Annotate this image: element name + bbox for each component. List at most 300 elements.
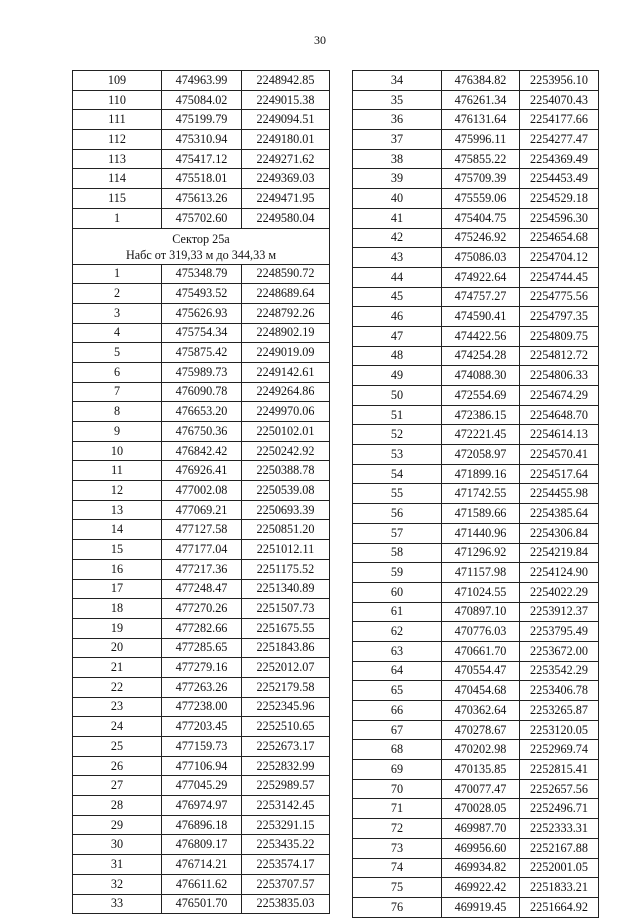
x-coordinate-cell: 475518.01 [162, 169, 242, 189]
point-number-cell: 55 [353, 484, 442, 504]
x-coordinate-cell: 472386.15 [442, 405, 520, 425]
y-coordinate-cell: 2252333.31 [520, 819, 599, 839]
table-row [73, 110, 330, 130]
x-coordinate-cell: 469919.45 [442, 897, 520, 917]
y-coordinate-cell: 2253707.57 [242, 874, 330, 894]
y-coordinate-cell: 2254812.72 [520, 346, 599, 366]
x-coordinate-cell: 475348.79 [162, 264, 242, 284]
x-coordinate-cell: 470776.03 [442, 622, 520, 642]
point-number-cell: 24 [73, 717, 162, 737]
point-number-cell: 67 [353, 720, 442, 740]
point-number-cell: 47 [353, 326, 442, 346]
table-row [73, 303, 330, 323]
x-coordinate-cell: 477217.36 [162, 559, 242, 579]
y-coordinate-cell: 2248902.19 [242, 323, 330, 343]
point-number-cell: 7 [73, 382, 162, 402]
x-coordinate-cell: 469922.42 [442, 878, 520, 898]
x-coordinate-cell: 476750.36 [162, 422, 242, 442]
point-number-cell: 62 [353, 622, 442, 642]
table-row [353, 307, 599, 327]
table-row [73, 894, 330, 914]
y-coordinate-cell: 2252969.74 [520, 740, 599, 760]
point-number-cell: 13 [73, 500, 162, 520]
x-coordinate-cell: 476131.64 [442, 110, 520, 130]
y-coordinate-cell: 2249271.62 [242, 149, 330, 169]
y-coordinate-cell: 2254517.64 [520, 464, 599, 484]
x-coordinate-cell: 474088.30 [442, 366, 520, 386]
table-row [353, 366, 599, 386]
table-row [353, 71, 599, 91]
x-coordinate-cell: 476926.41 [162, 461, 242, 481]
y-coordinate-cell: 2252815.41 [520, 760, 599, 780]
section-header [73, 228, 330, 264]
point-number-cell: 64 [353, 661, 442, 681]
y-coordinate-cell: 2254453.49 [520, 169, 599, 189]
table-row [73, 481, 330, 501]
point-number-cell: 17 [73, 579, 162, 599]
table-row [353, 582, 599, 602]
x-coordinate-cell: 477279.16 [162, 658, 242, 678]
point-number-cell: 113 [73, 149, 162, 169]
y-coordinate-cell: 2253956.10 [520, 71, 599, 91]
x-coordinate-cell: 475084.02 [162, 90, 242, 110]
point-number-cell: 59 [353, 563, 442, 583]
point-number-cell: 38 [353, 149, 442, 169]
y-coordinate-cell: 2251843.86 [242, 638, 330, 658]
point-number-cell: 5 [73, 343, 162, 363]
table-row [73, 441, 330, 461]
x-coordinate-cell: 475855.22 [442, 149, 520, 169]
y-coordinate-cell: 2254775.56 [520, 287, 599, 307]
y-coordinate-cell: 2254369.49 [520, 149, 599, 169]
x-coordinate-cell: 469934.82 [442, 858, 520, 878]
x-coordinate-cell: 477285.65 [162, 638, 242, 658]
y-coordinate-cell: 2251340.89 [242, 579, 330, 599]
point-number-cell: 29 [73, 815, 162, 835]
x-coordinate-cell: 474922.64 [442, 267, 520, 287]
x-coordinate-cell: 470278.67 [442, 720, 520, 740]
table-row [353, 779, 599, 799]
coordinates-table-left [72, 70, 330, 914]
table-row [353, 602, 599, 622]
table-row [73, 638, 330, 658]
table-row [73, 461, 330, 481]
point-number-cell: 45 [353, 287, 442, 307]
point-number-cell: 48 [353, 346, 442, 366]
y-coordinate-cell: 2253265.87 [520, 701, 599, 721]
point-number-cell: 57 [353, 523, 442, 543]
y-coordinate-cell: 2254124.90 [520, 563, 599, 583]
point-number-cell: 31 [73, 855, 162, 875]
point-number-cell: 72 [353, 819, 442, 839]
y-coordinate-cell: 2253672.00 [520, 641, 599, 661]
table-row [73, 382, 330, 402]
table-row [353, 681, 599, 701]
y-coordinate-cell: 2254674.29 [520, 386, 599, 406]
table-row [73, 189, 330, 209]
x-coordinate-cell: 475702.60 [162, 208, 242, 228]
table-row [353, 897, 599, 917]
point-number-cell: 114 [73, 169, 162, 189]
table-row [73, 264, 330, 284]
table-row [353, 701, 599, 721]
y-coordinate-cell: 2252167.88 [520, 838, 599, 858]
x-coordinate-cell: 470077.47 [442, 779, 520, 799]
point-number-cell: 69 [353, 760, 442, 780]
point-number-cell: 12 [73, 481, 162, 501]
y-coordinate-cell: 2250242.92 [242, 441, 330, 461]
table-row [353, 760, 599, 780]
x-coordinate-cell: 476090.78 [162, 382, 242, 402]
point-number-cell: 65 [353, 681, 442, 701]
table-row [73, 658, 330, 678]
x-coordinate-cell: 470661.70 [442, 641, 520, 661]
y-coordinate-cell: 2252001.05 [520, 858, 599, 878]
point-number-cell: 16 [73, 559, 162, 579]
y-coordinate-cell: 2251675.55 [242, 618, 330, 638]
table-row [73, 835, 330, 855]
x-coordinate-cell: 474963.99 [162, 71, 242, 91]
point-number-cell: 1 [73, 264, 162, 284]
table-row [353, 405, 599, 425]
y-coordinate-cell: 2254596.30 [520, 208, 599, 228]
x-coordinate-cell: 471157.98 [442, 563, 520, 583]
point-number-cell: 63 [353, 641, 442, 661]
table-row [353, 858, 599, 878]
point-number-cell: 37 [353, 130, 442, 150]
x-coordinate-cell: 477238.00 [162, 697, 242, 717]
table-row [353, 130, 599, 150]
x-coordinate-cell: 470897.10 [442, 602, 520, 622]
point-number-cell: 22 [73, 677, 162, 697]
x-coordinate-cell: 469956.60 [442, 838, 520, 858]
y-coordinate-cell: 2253574.17 [242, 855, 330, 875]
y-coordinate-cell: 2254797.35 [520, 307, 599, 327]
point-number-cell: 27 [73, 776, 162, 796]
point-number-cell: 112 [73, 130, 162, 150]
x-coordinate-cell: 475875.42 [162, 343, 242, 363]
x-coordinate-cell: 471296.92 [442, 543, 520, 563]
y-coordinate-cell: 2249471.95 [242, 189, 330, 209]
y-coordinate-cell: 2251012.11 [242, 540, 330, 560]
table-row [73, 776, 330, 796]
coordinates-table-right [352, 70, 599, 918]
table-row [73, 402, 330, 422]
table-row [353, 720, 599, 740]
table-row [353, 425, 599, 445]
x-coordinate-cell: 475559.06 [442, 189, 520, 209]
point-number-cell: 19 [73, 618, 162, 638]
point-number-cell: 9 [73, 422, 162, 442]
table-row [73, 737, 330, 757]
y-coordinate-cell: 2249264.86 [242, 382, 330, 402]
table-row [73, 284, 330, 304]
x-coordinate-cell: 474254.28 [442, 346, 520, 366]
x-coordinate-cell: 475754.34 [162, 323, 242, 343]
left-table-top-rows [73, 71, 330, 229]
y-coordinate-cell: 2254070.43 [520, 90, 599, 110]
point-number-cell: 43 [353, 248, 442, 268]
table-row [353, 484, 599, 504]
table-row [353, 878, 599, 898]
x-coordinate-cell: 470454.68 [442, 681, 520, 701]
table-row [353, 661, 599, 681]
point-number-cell: 2 [73, 284, 162, 304]
y-coordinate-cell: 2249970.06 [242, 402, 330, 422]
y-coordinate-cell: 2250693.39 [242, 500, 330, 520]
point-number-cell: 39 [353, 169, 442, 189]
x-coordinate-cell: 475246.92 [442, 228, 520, 248]
point-number-cell: 1 [73, 208, 162, 228]
y-coordinate-cell: 2249369.03 [242, 169, 330, 189]
y-coordinate-cell: 2252657.56 [520, 779, 599, 799]
x-coordinate-cell: 471589.66 [442, 504, 520, 524]
page-number: 30 [314, 33, 326, 47]
point-number-cell: 33 [73, 894, 162, 914]
x-coordinate-cell: 475493.52 [162, 284, 242, 304]
table-row [73, 540, 330, 560]
y-coordinate-cell: 2253406.78 [520, 681, 599, 701]
table-row [353, 543, 599, 563]
point-number-cell: 73 [353, 838, 442, 858]
point-number-cell: 54 [353, 464, 442, 484]
table-row [353, 110, 599, 130]
point-number-cell: 68 [353, 740, 442, 760]
y-coordinate-cell: 2254219.84 [520, 543, 599, 563]
x-coordinate-cell: 474422.56 [442, 326, 520, 346]
table-row [73, 815, 330, 835]
x-coordinate-cell: 476384.82 [442, 71, 520, 91]
section-subtitle: Набс от 319,33 м до 344,33 м [125, 247, 277, 262]
y-coordinate-cell: 2253795.49 [520, 622, 599, 642]
y-coordinate-cell: 2253291.15 [242, 815, 330, 835]
y-coordinate-cell: 2252989.57 [242, 776, 330, 796]
x-coordinate-cell: 477045.29 [162, 776, 242, 796]
left-table-section [73, 228, 330, 264]
table-row [73, 520, 330, 540]
point-number-cell: 36 [353, 110, 442, 130]
y-coordinate-cell: 2253435.22 [242, 835, 330, 855]
table-row [73, 618, 330, 638]
x-coordinate-cell: 471024.55 [442, 582, 520, 602]
point-number-cell: 11 [73, 461, 162, 481]
y-coordinate-cell: 2251664.92 [520, 897, 599, 917]
y-coordinate-cell: 2253120.05 [520, 720, 599, 740]
table-row [353, 464, 599, 484]
point-number-cell: 49 [353, 366, 442, 386]
table-row [353, 622, 599, 642]
y-coordinate-cell: 2252345.96 [242, 697, 330, 717]
table-row [353, 267, 599, 287]
x-coordinate-cell: 470135.85 [442, 760, 520, 780]
point-number-cell: 53 [353, 445, 442, 465]
point-number-cell: 111 [73, 110, 162, 130]
table-row [353, 799, 599, 819]
y-coordinate-cell: 2252179.58 [242, 677, 330, 697]
point-number-cell: 4 [73, 323, 162, 343]
x-coordinate-cell: 477069.21 [162, 500, 242, 520]
point-number-cell: 6 [73, 362, 162, 382]
x-coordinate-cell: 474757.27 [442, 287, 520, 307]
table-row [73, 874, 330, 894]
x-coordinate-cell: 477159.73 [162, 737, 242, 757]
table-row [73, 362, 330, 382]
table-row [353, 189, 599, 209]
point-number-cell: 20 [73, 638, 162, 658]
y-coordinate-cell: 2249094.51 [242, 110, 330, 130]
x-coordinate-cell: 474590.41 [442, 307, 520, 327]
point-number-cell: 21 [73, 658, 162, 678]
y-coordinate-cell: 2252673.17 [242, 737, 330, 757]
y-coordinate-cell: 2252510.65 [242, 717, 330, 737]
table-row [73, 343, 330, 363]
table-row [73, 71, 330, 91]
y-coordinate-cell: 2251507.73 [242, 599, 330, 619]
y-coordinate-cell: 2251833.21 [520, 878, 599, 898]
table-row [73, 756, 330, 776]
y-coordinate-cell: 2249580.04 [242, 208, 330, 228]
point-number-cell: 66 [353, 701, 442, 721]
point-number-cell: 14 [73, 520, 162, 540]
x-coordinate-cell: 477106.94 [162, 756, 242, 776]
x-coordinate-cell: 475989.73 [162, 362, 242, 382]
table-row [73, 579, 330, 599]
y-coordinate-cell: 2254614.13 [520, 425, 599, 445]
y-coordinate-cell: 2253542.29 [520, 661, 599, 681]
table-row [73, 208, 330, 228]
point-number-cell: 71 [353, 799, 442, 819]
x-coordinate-cell: 472221.45 [442, 425, 520, 445]
table-row [353, 346, 599, 366]
y-coordinate-cell: 2254277.47 [520, 130, 599, 150]
y-coordinate-cell: 2254806.33 [520, 366, 599, 386]
y-coordinate-cell: 2250851.20 [242, 520, 330, 540]
table-row [353, 641, 599, 661]
point-number-cell: 70 [353, 779, 442, 799]
table-row [353, 819, 599, 839]
y-coordinate-cell: 2254385.64 [520, 504, 599, 524]
x-coordinate-cell: 476974.97 [162, 796, 242, 816]
table-row [353, 563, 599, 583]
y-coordinate-cell: 2249142.61 [242, 362, 330, 382]
point-number-cell: 34 [353, 71, 442, 91]
x-coordinate-cell: 471742.55 [442, 484, 520, 504]
point-number-cell: 10 [73, 441, 162, 461]
x-coordinate-cell: 477127.58 [162, 520, 242, 540]
table-row [353, 228, 599, 248]
y-coordinate-cell: 2254177.66 [520, 110, 599, 130]
table-row [353, 326, 599, 346]
table-row [73, 796, 330, 816]
point-number-cell: 8 [73, 402, 162, 422]
point-number-cell: 23 [73, 697, 162, 717]
point-number-cell: 30 [73, 835, 162, 855]
table-row [73, 500, 330, 520]
point-number-cell: 26 [73, 756, 162, 776]
table-row [73, 90, 330, 110]
table-row [353, 208, 599, 228]
point-number-cell: 51 [353, 405, 442, 425]
table-row [73, 677, 330, 697]
point-number-cell: 42 [353, 228, 442, 248]
x-coordinate-cell: 475404.75 [442, 208, 520, 228]
x-coordinate-cell: 476842.42 [162, 441, 242, 461]
point-number-cell: 56 [353, 504, 442, 524]
table-row [353, 740, 599, 760]
y-coordinate-cell: 2252496.71 [520, 799, 599, 819]
y-coordinate-cell: 2249180.01 [242, 130, 330, 150]
table-row [353, 445, 599, 465]
x-coordinate-cell: 476653.20 [162, 402, 242, 422]
x-coordinate-cell: 476501.70 [162, 894, 242, 914]
x-coordinate-cell: 475199.79 [162, 110, 242, 130]
table-row [73, 422, 330, 442]
x-coordinate-cell: 472058.97 [442, 445, 520, 465]
point-number-cell: 76 [353, 897, 442, 917]
x-coordinate-cell: 475417.12 [162, 149, 242, 169]
table-row [73, 599, 330, 619]
point-number-cell: 18 [73, 599, 162, 619]
y-coordinate-cell: 2254455.98 [520, 484, 599, 504]
point-number-cell: 110 [73, 90, 162, 110]
y-coordinate-cell: 2254570.41 [520, 445, 599, 465]
table-row [353, 90, 599, 110]
point-number-cell: 109 [73, 71, 162, 91]
x-coordinate-cell: 475613.26 [162, 189, 242, 209]
x-coordinate-cell: 477282.66 [162, 618, 242, 638]
x-coordinate-cell: 469987.70 [442, 819, 520, 839]
section-title: Сектор 25а [172, 231, 230, 246]
table-row [73, 169, 330, 189]
x-coordinate-cell: 477002.08 [162, 481, 242, 501]
point-number-cell: 46 [353, 307, 442, 327]
point-number-cell: 15 [73, 540, 162, 560]
x-coordinate-cell: 475086.03 [442, 248, 520, 268]
x-coordinate-cell: 476809.17 [162, 835, 242, 855]
point-number-cell: 25 [73, 737, 162, 757]
table-row [73, 323, 330, 343]
x-coordinate-cell: 475709.39 [442, 169, 520, 189]
table-row [73, 559, 330, 579]
point-number-cell: 74 [353, 858, 442, 878]
x-coordinate-cell: 475310.94 [162, 130, 242, 150]
point-number-cell: 50 [353, 386, 442, 406]
point-number-cell: 60 [353, 582, 442, 602]
table-row [73, 717, 330, 737]
right-table-rows [353, 71, 599, 918]
table-row [73, 697, 330, 717]
point-number-cell: 3 [73, 303, 162, 323]
x-coordinate-cell: 470362.64 [442, 701, 520, 721]
table-row [353, 838, 599, 858]
x-coordinate-cell: 476611.62 [162, 874, 242, 894]
table-row [353, 523, 599, 543]
y-coordinate-cell: 2250388.78 [242, 461, 330, 481]
y-coordinate-cell: 2254809.75 [520, 326, 599, 346]
x-coordinate-cell: 477177.04 [162, 540, 242, 560]
y-coordinate-cell: 2253142.45 [242, 796, 330, 816]
x-coordinate-cell: 471440.96 [442, 523, 520, 543]
y-coordinate-cell: 2254704.12 [520, 248, 599, 268]
x-coordinate-cell: 477248.47 [162, 579, 242, 599]
y-coordinate-cell: 2248792.26 [242, 303, 330, 323]
y-coordinate-cell: 2248942.85 [242, 71, 330, 91]
y-coordinate-cell: 2254744.45 [520, 267, 599, 287]
y-coordinate-cell: 2249019.09 [242, 343, 330, 363]
y-coordinate-cell: 2252012.07 [242, 658, 330, 678]
left-table-bottom-rows [73, 264, 330, 914]
y-coordinate-cell: 2250539.08 [242, 481, 330, 501]
